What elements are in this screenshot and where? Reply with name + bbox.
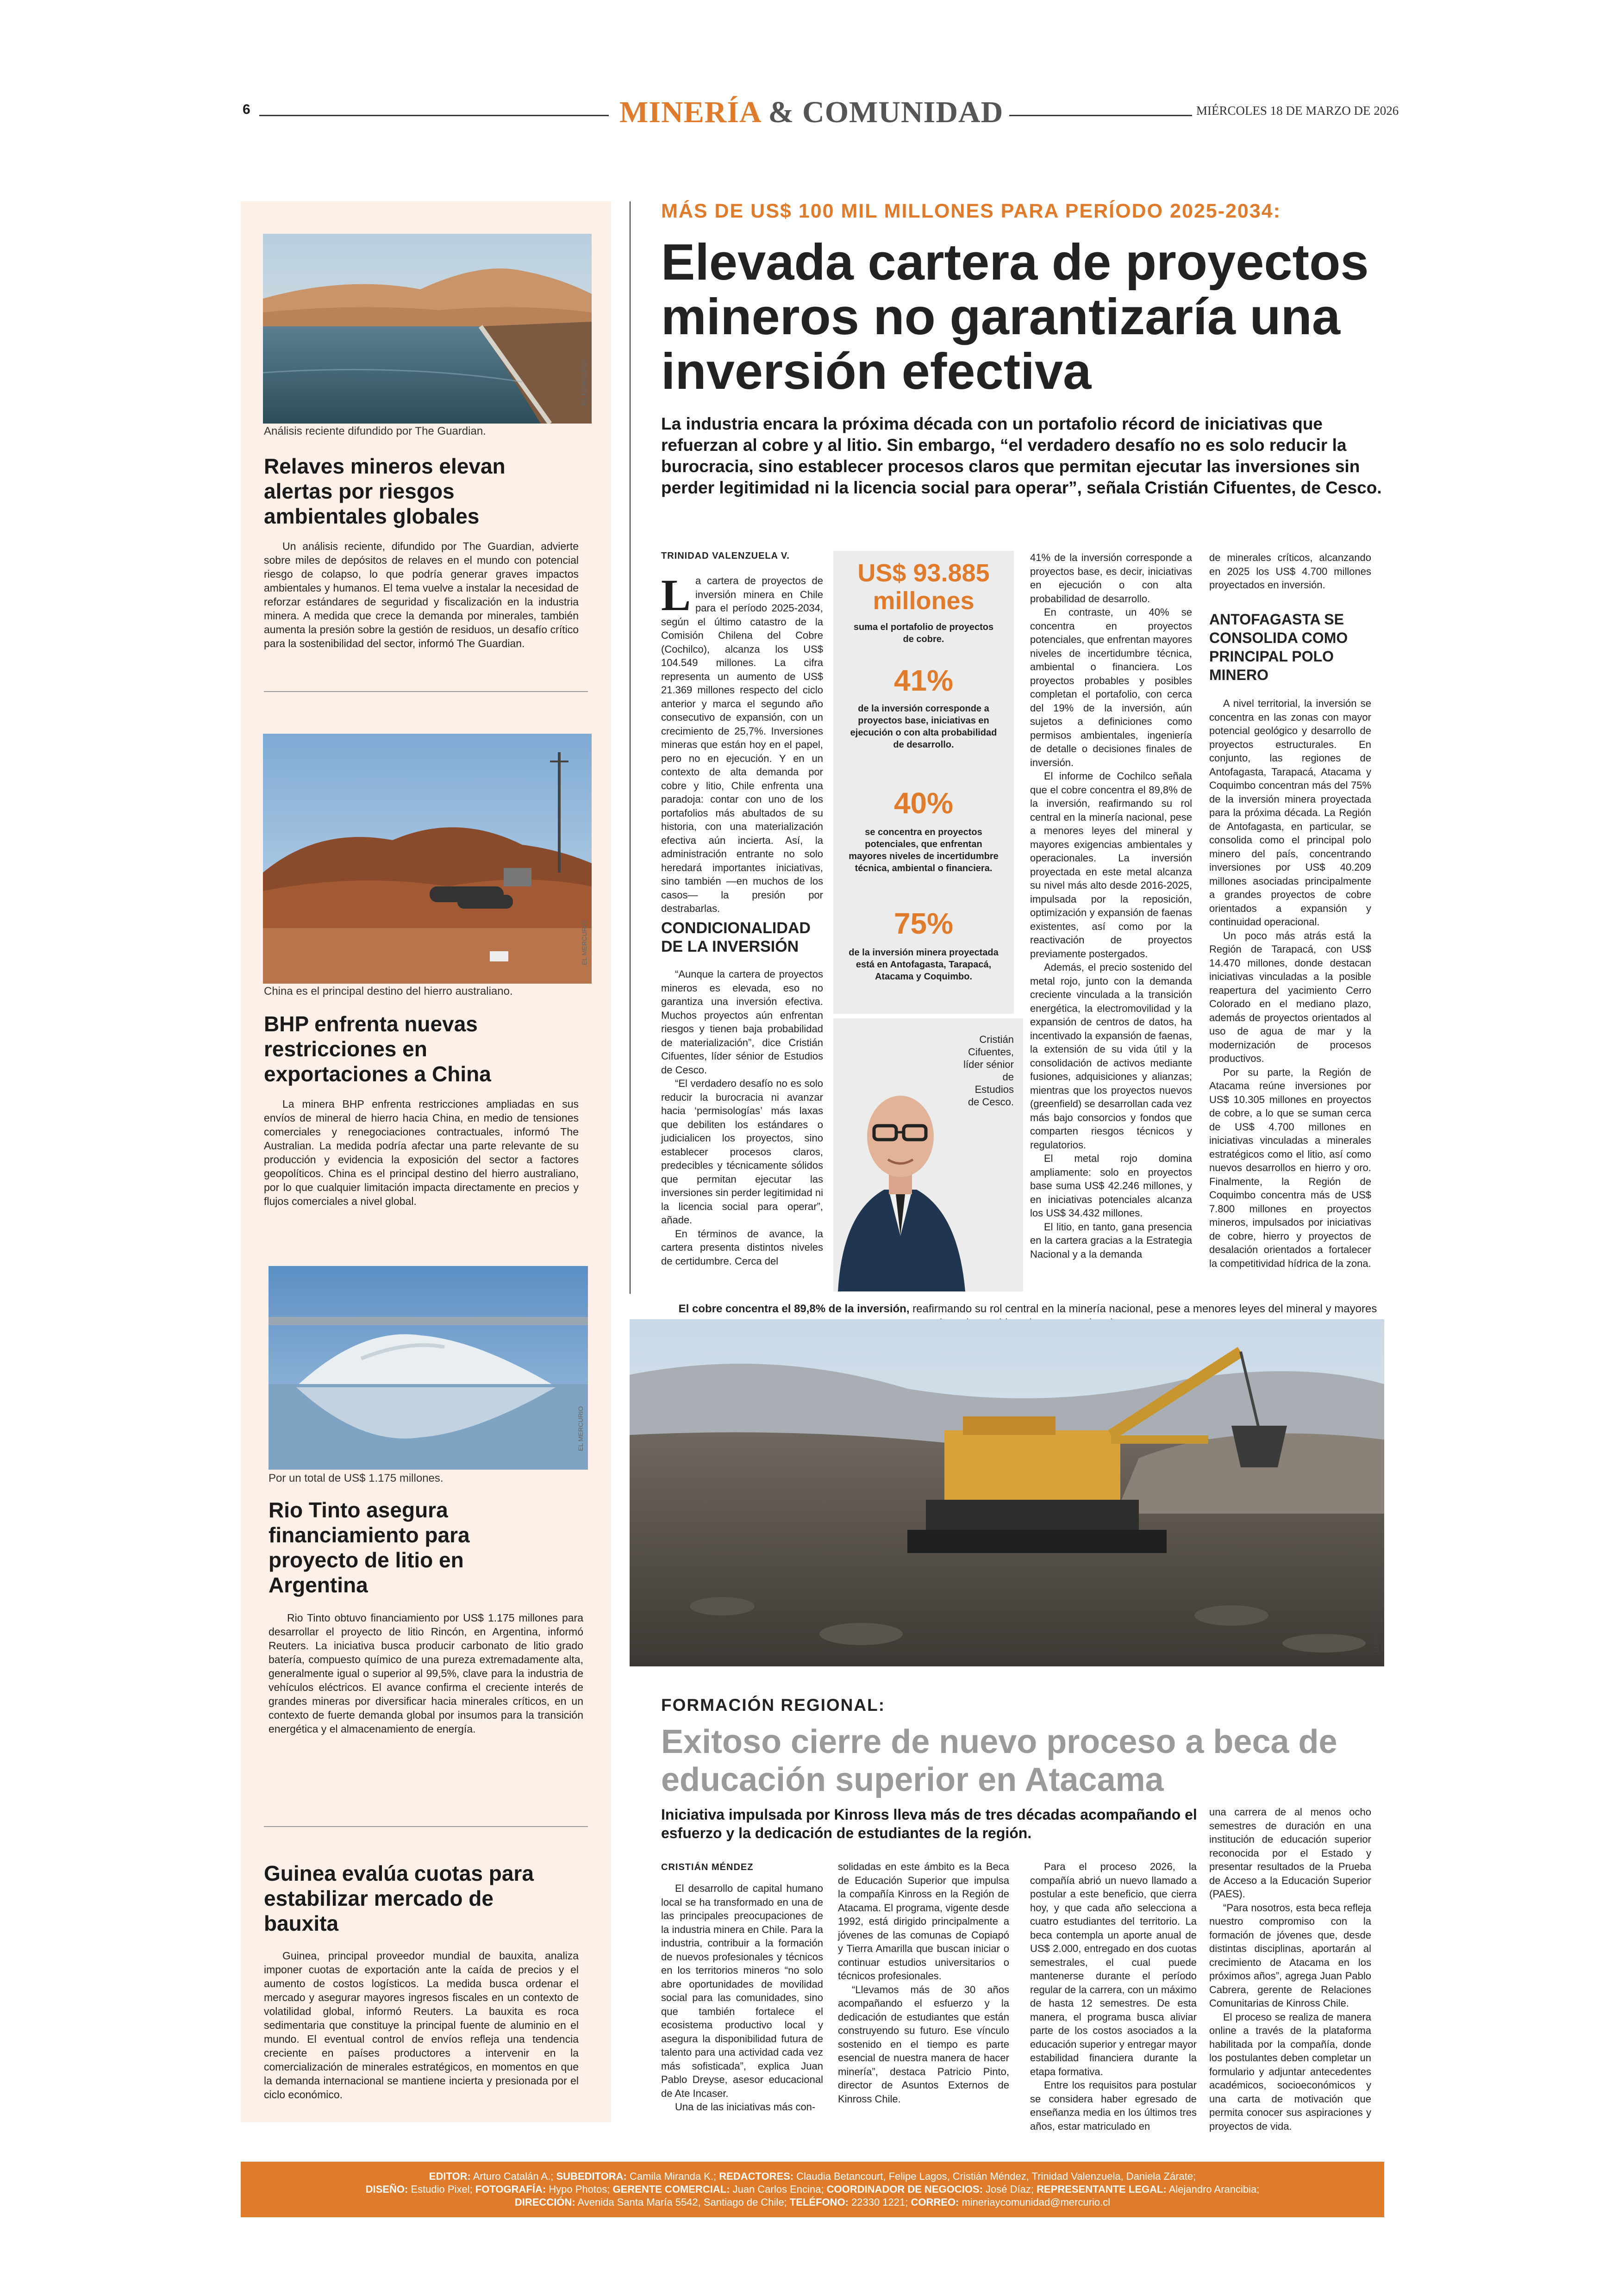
main-col4-p4: Por su parte, la Región de Atacama reúne inversiones por US$ 10.305 millones en proyectos de cobre, a lo que se suman cerca de US$ 4.700 millones en iniciativas vinculadas a minerales estratégicos como el litio, así como nuevos desarrollos en hierro y oro. Finalmente, la Región de Coquimbo concentra más de US$ 7.800 millones en proyectos mineros, impulsados por iniciativas de cobre, hierro y proyectos de desalación orientados a fortalecer la competitividad hídrica de la zona.: [1209, 1066, 1371, 1269]
story3-body: Rio Tinto obtuvo financiamiento por US$ 1.175 millones para desarrollar el proyecto de litio Rincón, en Argentina, informó Reuters. La iniciativa busca producir carbonato de litio grado batería, compuesto químico de una pureza extremadamente alta, generalmente igual o superior al 99,5%, clave para la industria de vehículos eléctricos. El avance confirma el creciente interés de grandes mineras por diversificar hacia minerales críticos, en un contexto de fuerte demanda global por insumos para la transición energética y el almacenamiento de energía.: [269, 1612, 583, 1735]
stat-40-value: 40%: [893, 786, 954, 820]
subhead-condicionalidad: CONDICIONALIDAD DE LA INVERSIÓN: [661, 919, 811, 955]
photo-credit: EL MERCURIO: [581, 920, 588, 965]
news-sidebar: [241, 201, 611, 2122]
story3-headline: Rio Tinto asegura financiamiento para proyecto de litio en Argentina: [269, 1498, 470, 1597]
story3-caption: Por un total de US$ 1.175 millones.: [269, 1472, 443, 1484]
main-col3-p4: Además, el precio sostenido del metal rojo, junto con la demanda creciente vinculada a la transición energética, la electromovilidad y la expansión de centros de datos, ha incentivado la expansión de faenas, la extensión de su vida útil y la consolidación de activos mediante fusiones, adquisiciones y alianzas; mientras que los proyectos nuevos (greenfield) se desarrollan cada vez más bajo consorcios y fondos que comparten riesgos técnicos y regulatorios.: [1030, 961, 1192, 1151]
second-column-4: [1209, 1805, 1371, 2133]
main-col3-p1: 41% de la inversión corresponde a proyectos base, es decir, iniciativas en ejecución o con alta probabilidad de desarrollo.: [1030, 552, 1192, 605]
stat-75-desc: de la inversión minera proyectada está en Antofagasta, Tarapacá, Atacama y Coquimbo.: [849, 948, 999, 982]
second-c3-p2: Entre los requisitos para postular se considera haber egresado de enseñanza media en los últimos tres años, estar matriculado en: [1030, 2079, 1197, 2132]
story2-body: La minera BHP enfrenta restricciones ampliadas en sus envíos de mineral de hierro hacia China, en medio de tensiones comerciales y renegociaciones contractuales, informó The Australian. La medida podría afectar una parte relevante de su producción y evidencia la exposición del sector a factores geopolíticos. China es el principal destino del hierro australiano, por lo que cualquier limitación impacta directamente en precios y flujos comerciales a nivel global.: [264, 1098, 579, 1207]
story4-headline: Guinea evalúa cuotas para estabilizar mercado de bauxita: [264, 1861, 534, 1935]
section-title-word1: MINERÍA: [619, 95, 761, 129]
main-col4-p3: Un poco más atrás está la Región de Tarapacá, con US$ 14.470 millones, donde destacan iniciativas vinculadas a la posible reapertura del yacimiento Cerro Colorado en el mediano plazo, además de proyectos orientados al uso de agua de mar y la modernización de procesos productivos.: [1209, 929, 1371, 1064]
main-col3-p3: El informe de Cochilco señala que el cobre concentra el 89,8% de la inversión, reafirmando su rol central en la minería nacional, pese a menores leyes del mineral y mayores exigencias ambientales y operacionales. La inversión proyectada en este metal alcanza su nivel más alto desde 2016-2025, impulsada por la reposición, optimización y expansión de faenas existentes, así como por la reactivación de proyectos previamente postergados.: [1030, 770, 1192, 960]
photo-credit: EL MERCURIO: [581, 360, 588, 405]
footer-label-redactores: REDACTORES:: [719, 2170, 794, 2182]
footer-value-editor: Arturo Catalán A.;: [470, 2170, 556, 2182]
footer-line-1: [241, 2170, 1384, 2183]
stat-copper-unit: millones: [873, 587, 974, 615]
stats-box: [833, 551, 1014, 1014]
second-c4-p3: El proceso se realiza de manera online a través de la plataforma habilitada por la compañía, donde los postulantes deben completar un formulario y adjuntar antecedentes académicos, socioeconómicos y una carta de motivación que permita conocer sus aspiraciones y proyectos de vida.: [1209, 2011, 1371, 2132]
stat-41-value: 41%: [893, 664, 954, 697]
second-kicker: FORMACIÓN REGIONAL:: [661, 1696, 886, 1715]
stat-41-desc: de la inversión corresponde a proyectos base, iniciativas en ejecución o con alta probabilidad de desarrollo.: [850, 704, 997, 750]
second-c3-p1: Para el proceso 2026, la compañía abrió un nuevo llamado a postular a este beneficio, que cierra hoy, y que cada año selecciona a cuatro estudiantes del territorio. La beca contempla un aporte anual de US$ 2.000, entregado en dos cuotas semestrales, el cual puede mantenerse durante el período regular de la carrera, con un máximo de hasta 12 semestres. De esta manera, el programa busca aliviar parte de los costos asociados a la educación superior y entregar mayor estabilidad financiera durante la etapa formativa.: [1030, 1861, 1197, 2077]
main-col3-p5: El metal rojo domina ampliamente: solo en proyectos base suma US$ 42.246 millones, y en iniciativas potenciales alcanza los US$ 34.432 millones.: [1030, 1153, 1192, 1219]
footer-value-redactores: Claudia Betancourt, Felipe Lagos, Cristián Méndez, Trinidad Valenzuela, Daniela Zárate;: [793, 2170, 1196, 2182]
footer-line-2: [241, 2183, 1384, 2196]
header-date: MIÉRCOLES 18 DE MARZO DE 2026: [1196, 104, 1399, 118]
main-col3-p2: En contraste, un 40% se concentra en proyectos potenciales, que enfrentan mayores niveles de incertidumbre técnica, ambiental o financiera. Los proyectos probables y posibles completan el portafolio, con cerca del 19% de la inversión, aún sujetos a definiciones como permisos ambientales, ingeniería de detalle o decisiones finales de inversión.: [1030, 606, 1192, 768]
main-headline: Elevada cartera de proyectos mineros no garantizaría una inversión efectiva: [661, 234, 1369, 400]
sidebar-divider: [264, 691, 588, 692]
story1-body: Un análisis reciente, difundido por The Guardian, advierte sobre miles de depósitos de relaves en el mundo con potencial riesgo de colapso, lo que podría generar graves impactos ambientales y humanos. El tema vuelve a instalar la necesidad de reforzar estándares de seguridad y fiscalización en la industria minera. A medida que crece la demanda por minerales, también aumenta la presión sobre la gestión de residuos, un desafío crítico para la sostenibilidad del sector, informó The Guardian.: [264, 540, 579, 649]
main-column-1: [661, 570, 823, 916]
stat-copper-value: US$ 93.885: [857, 559, 990, 587]
story2-headline: BHP enfrenta nuevas restricciones en exportaciones a China: [264, 1012, 491, 1086]
page-number: 6: [243, 102, 250, 117]
main-col1-p4: En términos de avance, la cartera presenta distintos niveles de certidumbre. Cerca del: [661, 1228, 823, 1267]
mining-shovel-photo: [630, 1319, 1384, 1666]
footer-value-diseno: Estudio Pixel;: [408, 2183, 475, 2195]
footer-label-direccion: DIRECCIÓN:: [514, 2196, 575, 2208]
main-column-4b: [1209, 697, 1371, 1270]
footer-line-3: [241, 2196, 1384, 2209]
tailings-photo: [263, 234, 592, 424]
main-col3-p6: El litio, en tanto, gana presencia en la cartera gracias a la Estrategia Nacional y a la demanda: [1030, 1221, 1192, 1260]
footer-value-correo[interactable]: mineriaycomunidad@mercurio.cl: [959, 2196, 1111, 2208]
footer-value-subeditora: Camila Miranda K.;: [626, 2170, 719, 2182]
second-deck: Iniciativa impulsada por Kinross lleva más de tres décadas acompañando el esfuerzo y la dedicación de estudiantes de la región.: [661, 1806, 1197, 1841]
header-rule-right: [1009, 115, 1192, 116]
second-c4-p1: una carrera de al menos ocho semestres de duración en una institución de educación superior reconocida por el Estado y presentar resultados de la Prueba de Acceso a la Educación Superior (PAES).: [1209, 1806, 1371, 1900]
second-c2-p1: solidadas en este ámbito es la Beca de Educación Superior que impulsa la compañía Kinross en la Región de Atacama. El programa, vigente desde 1992, está dirigido principalmente a jóvenes de las comunas de Copiapó y Tierra Amarilla que buscan iniciar o continuar estudios universitarios o técnicos profesionales.: [838, 1861, 1009, 1982]
footer-value-telefono: 22330 1221;: [848, 2196, 911, 2208]
header-rule-left: [259, 115, 609, 116]
drop-cap: L: [661, 570, 691, 620]
portrait-caption: Cristián Cifuentes, líder sénior de Estudios de Cesco.: [963, 1034, 1014, 1108]
footer-label-diseno: DISEÑO:: [365, 2183, 408, 2195]
footer-value-representante: Alejandro Arancibia;: [1166, 2183, 1260, 2195]
footer-label-coordinador: COORDINADOR DE NEGOCIOS:: [826, 2183, 983, 2195]
footer-label-editor: EDITOR:: [429, 2170, 471, 2182]
second-byline: CRISTIÁN MÉNDEZ: [661, 1862, 754, 1872]
second-column-2: [838, 1860, 1009, 2106]
second-headline: Exitoso cierre de nuevo proceso a beca de educación superior en Atacama: [661, 1723, 1337, 1798]
column-separator: [630, 201, 631, 1294]
cifuentes-portrait: [833, 1018, 968, 1291]
stat-75-value: 75%: [893, 907, 954, 940]
photo-credit: EL MERCURIO: [577, 1406, 584, 1451]
footer-label-fotografia: FOTOGRAFÍA:: [475, 2183, 546, 2195]
second-c1-p1: El desarrollo de capital humano local se ha transformado en una de las principales preocupaciones de la industria minera en Chile. Para la industria, contribuir a la formación de nuevos profesionales y técnicos en los territorios mineros “no solo abre oportunidades de movilidad social para las comunidades, sino que también fortalece el ecosistema productivo local y asegura la disponibilidad futura de talento para una actividad cada vez más sofisticada”, explica Juan Pablo Dreyse, asesor educacional de Ate Incaser.: [661, 1883, 823, 2099]
main-col4-p1: de minerales críticos, alcanzando en 2025 los US$ 4.700 millones proyectados en inversión.: [1209, 552, 1371, 591]
second-column-1: [661, 1882, 823, 2114]
second-column-3: [1030, 1860, 1197, 2133]
iron-ore-photo: [263, 734, 592, 984]
main-byline: TRINIDAD VALENZUELA V.: [661, 551, 790, 561]
section-title-word2: & COMUNIDAD: [768, 95, 1004, 129]
story4-body: Guinea, principal proveedor mundial de bauxita, analiza imponer cuotas de exportación ante la caída de precios y el aumento de costos logísticos. La medida busca ordenar el mercado y asegurar mayores ingresos fiscales en un contexto de volatilidad global, informó Reuters. La bauxita es roca sedimentaria que constituye la principal fuente de aluminio en el mundo. El eventual control de envíos refleja una tendencia creciente en países productores a intervenir en la comercialización de minerales estratégicos, en momentos en que la demanda internacional se mantiene incierta y presionada por el ciclo económico.: [264, 1950, 579, 2101]
photo-credit: ELMERCURIO: [1372, 1609, 1380, 1653]
stat-copper-desc: suma el portafolio de proyectos de cobre.: [853, 622, 994, 644]
second-c1-p2: Una de las iniciativas más con-: [675, 2101, 816, 2113]
footer-value-direccion: Avenida Santa María 5542, Santiago de Chile;: [575, 2196, 790, 2208]
lithium-salt-photo: [269, 1266, 588, 1470]
credits-footer: [241, 2162, 1384, 2217]
main-kicker: MÁS DE US$ 100 MIL MILLONES PARA PERÍODO 2025-2034:: [661, 200, 1281, 222]
footer-label-correo: CORREO:: [911, 2196, 959, 2208]
section-title: [619, 95, 1003, 130]
main-column-1b: [661, 967, 823, 1268]
story2-caption: China es el principal destino del hierro australiano.: [264, 985, 513, 998]
footer-label-telefono: TELÉFONO:: [789, 2196, 849, 2208]
footer-value-gerente: Juan Carlos Encina;: [730, 2183, 827, 2195]
main-col1-p1: a cartera de proyectos de inversión minera en Chile para el período 2025-2034, según el último catastro de la Comisión Chilena del Cobre (Cochilco), alcanza los US$ 104.549 millones. La cifra representa un aumento de US$ 21.369 millones respecto del ciclo anterior y marca el segundo año consecutivo de expansión, con un crecimiento de 25,7%. Inversiones mineras que están hoy en el papel, pero no en ejecución. Y en un contexto de alta demanda por cobre y litio, Chile enfrenta una paradoja: contar con uno de los portafolios más abultados de su historia, con una materialización efectiva aún incierta. Así, la administración entrante no solo heredará importantes iniciativas, sino también —en muchos de los casos— la presión por destrabarlas.: [661, 575, 823, 914]
main-col1-p3: “El verdadero desafío no es solo reducir la burocracia ni avanzar hacia ‘permisologías’ más laxas que debiliten los estándares o judicialicen los proyectos, sino establecer procesos claros, predecibles y técnicamente sólidos que permitan ejecutar las inversiones sin perder legitimidad ni la licencia social para operar”, añade.: [661, 1078, 823, 1226]
second-c4-p2: “Para nosotros, esta beca refleja nuestro compromiso con la formación de jóvenes que, desde distintas disciplinas, aportarán al crecimiento de Atacama en los próximos años”, agrega Juan Pablo Cabrera, gerente de Relaciones Comunitarias de Kinross Chile.: [1209, 1902, 1371, 2009]
footer-value-fotografia: Hypo Photos;: [546, 2183, 613, 2195]
main-deck: La industria encara la próxima década con un portafolio récord de iniciativas que refuerzan al cobre y al litio. Sin embargo, “el verdadero desafío no es solo reducir la burocracia, sino establecer procesos claros que permitan ejecutar las inversiones sin perder legitimidad ni la licencia social para operar”, señala Cristián Cifuentes, de Cesco.: [661, 414, 1382, 497]
main-col4-p2: A nivel territorial, la inversión se concentra en las zonas con mayor potencial geológico y desarrollo de proyectos estructurales. En conjunto, las regiones de Antofagasta, Tarapacá, Atacama y Coquimbo concentran más del 75% de la inversión minera proyectada para la próxima década. La Región de Antofagasta, en particular, se consolida como el principal polo minero del país, concentrando inversiones por US$ 40.209 millones asociadas principalmente a grandes proyectos de cobre orientados a expansión y continuidad operacional.: [1209, 698, 1371, 928]
second-c2-p2: “Llevamos más de 30 años acompañando el esfuerzo y la dedicación de estudiantes que están construyendo su futuro. Ese vínculo sostenido en el tiempo es parte esencial de nuestra manera de hacer minería”, destaca Patricio Pinto, director de Asuntos Externos de Kinross Chile.: [838, 1983, 1009, 2105]
big-photo-caption-bold: El cobre concentra el 89,8% de la inversión,: [678, 1303, 910, 1315]
story1-headline: Relaves mineros elevan alertas por riesgos ambientales globales: [264, 454, 506, 528]
main-column-4: [1209, 551, 1371, 592]
footer-label-gerente: GERENTE COMERCIAL:: [612, 2183, 730, 2195]
stat-40-desc: se concentra en proyectos potenciales, que enfrentan mayores niveles de incertidumbre técnica, ambiental o financiera.: [849, 827, 999, 873]
sidebar-divider: [264, 1826, 588, 1827]
main-column-3: [1030, 551, 1192, 1261]
footer-value-coordinador: José Díaz;: [982, 2183, 1037, 2195]
main-col1-p2: “Aunque la cartera de proyectos mineros es elevada, eso no garantiza una inversión efectiva. Muchos proyectos aún enfrentan riesgos y tienen baja probabilidad de materialización”, dice Cristián Cifuentes, líder sénior de Estudios de Cesco.: [661, 968, 823, 1076]
story1-caption: Análisis reciente difundido por The Guardian.: [264, 425, 486, 437]
footer-label-subeditora: SUBEDITORA:: [556, 2170, 627, 2182]
subhead-antofagasta: ANTOFAGASTA SE CONSOLIDA COMO PRINCIPAL POLO MINERO: [1209, 611, 1348, 683]
big-photo-caption-text: reafirmando su rol central en la minería nacional, pese a menores leyes del mineral y mayores: [912, 1303, 1377, 1315]
footer-label-representante: REPRESENTANTE LEGAL:: [1037, 2183, 1167, 2195]
